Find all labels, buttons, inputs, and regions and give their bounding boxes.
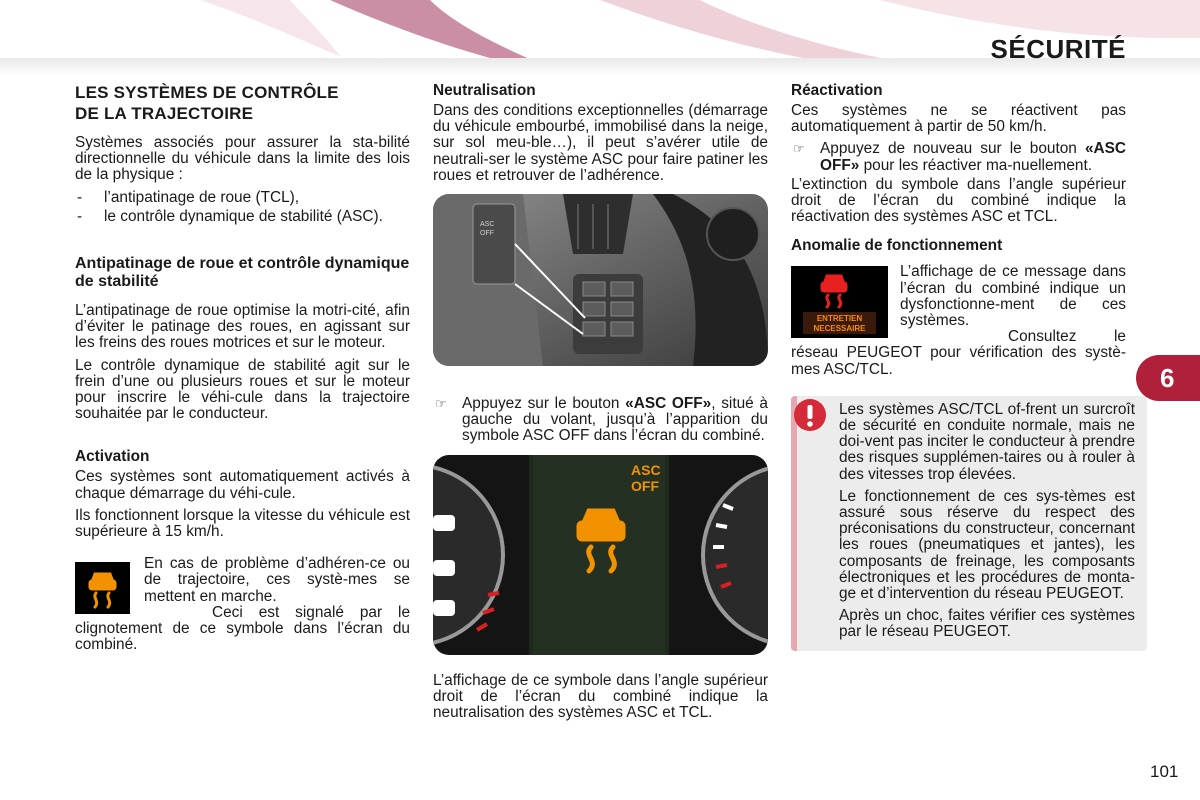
display-off-text: OFF [631,477,659,494]
exclamation-icon [793,398,827,432]
list-item-tcl: - l’antipatinage de roue (TCL), [75,190,410,206]
anomaly-paragraph-2: Consultez le réseau PEUGEOT pour vérification des systè-mes ASC/TCL. [791,328,1126,378]
column-1 [75,82,410,653]
chapter-tab[interactable]: 6 [1136,355,1200,401]
warning-box [791,396,1147,651]
step-reactivate [791,141,1126,173]
column-2 [433,82,768,727]
tcl-paragraph: L’antipatinage de roue optimise la motri-cité, afin d’éviter le patinage des roues, en agissant sur les freins des roues motrices et sur le moteur. [75,302,410,352]
subsection-heading: Antipatinage de roue et contrôle dynamique de stabilité [75,255,410,291]
asc-paragraph: Le contrôle dynamique de stabilité agit sur le frein d’une ou plusieurs roues et sur le moteur pour inscrire le véhi-cule dans la trajectoire souhaitée par le conducteur. [75,356,410,423]
react-step-after: pour les réactiver ma-nuellement. [859,156,1093,174]
page-title: SÉCURITÉ [990,34,1126,64]
photo-off-label: OFF [480,230,494,238]
warning-paragraph-3: Après un choc, faites vérifier ces systèmes par le réseau PEUGEOT. [839,607,1135,641]
activation-heading: Activation [75,448,150,466]
heading-line-1: LES SYSTÈMES DE CONTRÔLE [75,83,339,102]
pointing-hand-icon: ☞ [793,141,805,157]
anomaly-heading: Anomalie de fonctionnement [791,237,1003,255]
service-label-line-1: ENTRETIEN [816,314,863,324]
step-press-asc-off [433,396,768,445]
dashboard-illustration [433,194,768,366]
react-step-before: Appuyez de nouveau sur le bouton [820,140,1085,158]
asc-off-button-name: «ASC OFF» [625,395,712,413]
service-warning-icon [791,266,888,338]
icon-description-2: Ceci est signalé par le clignotement de ce symbole dans l’écran du combiné. [75,603,410,654]
step-text-after: , situé à gauche du volant, jusqu’à l’apparition du symbole ASC OFF dans l’écran du combiné. [462,395,768,445]
page-number: 101 [1150,762,1179,781]
anomaly-paragraph: L’affichage de ce message dans l’écran du combiné indique un dysfonctionne-ment de ces systèmes. [900,263,1126,330]
reactivation-paragraph: Ces systèmes ne se réactivent pas automatiquement à partir de 50 km/h. [791,102,1126,136]
heading-line-2: DE LA TRAJECTOIRE [75,104,254,123]
warning-paragraph-1: Les systèmes ASC/TCL of-frent un surcroît de sécurité en conduite normale, mais ne doi-vent pas inciter le conducteur à prendre des risques supplémen-taires ou à rouler à des vitesses trop élevées. [839,400,1136,483]
neutralisation-paragraph: Dans des conditions exceptionnelles (démarrage du véhicule embourbé, immobilisé dans la neige, sur sol meu-ble…), il peut s’avérer utile de neutrali-ser le système ASC pour faire patiner les roues et retrouver de l’adhérence. [433,102,768,184]
asc-off-button-name: «ASC OFF» [820,140,1126,174]
list-item-asc: - le contrôle dynamique de stabilité (ASC). [75,209,410,225]
neutralisation-heading: Neutralisation [433,82,536,99]
activation-paragraph-2: Ils fonctionnent lorsque la vitesse du véhicule est supérieure à 15 km/h. [75,506,410,541]
cluster-illustration [433,455,768,655]
service-label-line-2: NECESSAIRE [813,324,866,334]
warning-paragraph-2: Le fonctionnement de ces sys-tèmes est assuré sous réserve du respect des préconisations du constructeur, concernant les roues (pneumatiques et jantes), les composants de freinage, les composants électroniques et les procédures de monta-ge et d’intervention du réseau PEUGEOT. [839,487,1135,603]
step-text-before: Appuyez sur le bouton [462,395,626,413]
pointing-hand-icon: ☞ [435,396,447,412]
icon-description: En cas de problème d’adhéren-ce ou de trajectoire, ces systè-mes se mettent en marche. [144,555,410,605]
reactivation-paragraph-2: L’extinction du symbole dans l’angle supérieur droit de l’écran du combiné indique la réactivation des systèmes ASC et TCL. [791,175,1126,226]
intro-paragraph: Systèmes associés pour assurer la sta-bilité directionnelle du véhicule dans la limite des lois de la physique : [75,134,410,184]
column-3 [791,82,1136,651]
cluster-caption: L’affichage de ce symbole dans l’angle supérieur droit de l’écran du combiné indique la neutralisation des systèmes ASC et TCL. [433,671,768,722]
skid-warning-icon [75,562,130,614]
instrument-cluster-photo [433,455,768,655]
activation-paragraph-1: Ces systèmes sont automatiquement activés à chaque démarrage du véhi-cule. [75,468,410,502]
display-asc-text: ASC [631,461,661,478]
section-heading [75,82,410,124]
photo-asc-label: ASC [480,221,495,229]
reactivation-heading: Réactivation [791,82,883,99]
dashboard-button-photo [433,194,768,366]
